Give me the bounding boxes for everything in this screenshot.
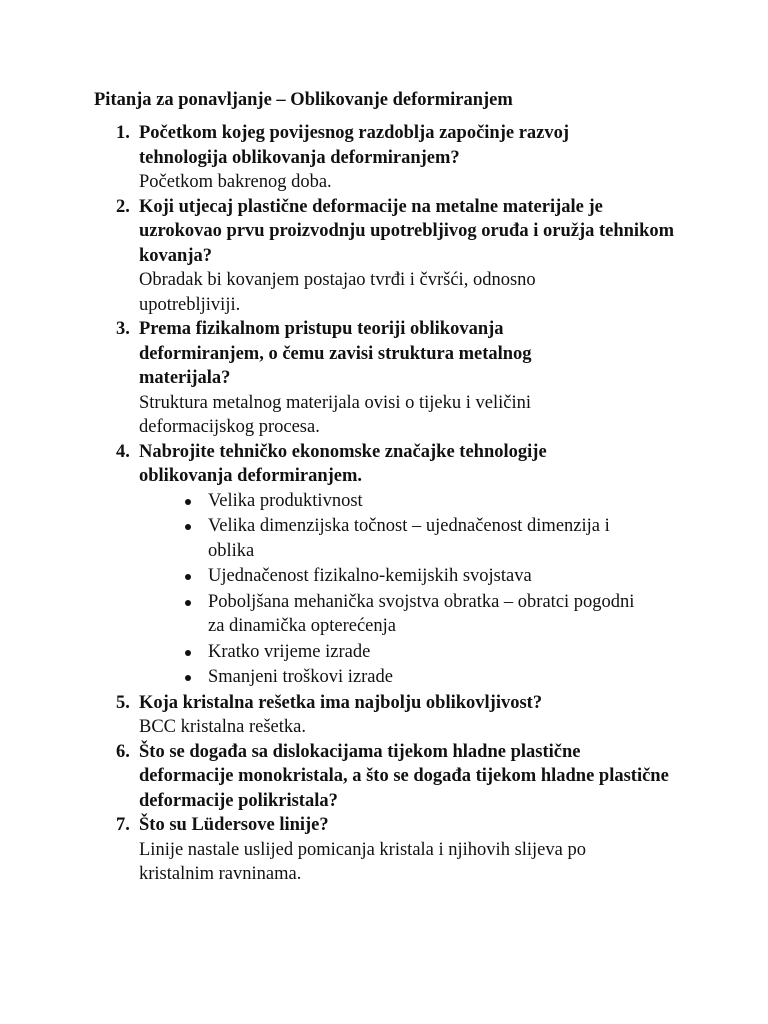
question-text: Što se događa sa dislokacijama tijekom hladne plastične deformacije monokristala, a što se događa tijekom hladne plastične deformacije polikristala? xyxy=(139,741,669,811)
answer-text: Obradak bi kovanjem postajao tvrđi i čvršći, odnosno upotrebljiviji. xyxy=(139,270,536,315)
question-item-5 xyxy=(94,691,679,740)
question-number: 2. xyxy=(116,196,130,217)
question-text: Nabrojite tehničko ekonomske značajke tehnologije oblikovanja deformiranjem. xyxy=(139,441,547,486)
question-number: 5. xyxy=(116,692,130,713)
bullet-dot-icon xyxy=(185,499,191,505)
question-number: 3. xyxy=(116,319,130,339)
feature-bullet-list xyxy=(94,489,655,690)
question-item-4 xyxy=(94,440,694,690)
question-text: Koji utjecaj plastične deformacije na metalne materijale je uzrokovao prvu proizvodnju upotrebljivog oruđa i oružja tehnikom kovanja? xyxy=(139,196,675,266)
question-text: Što su Lüdersove linije? xyxy=(139,815,329,835)
bullet-item: Velika dimenzijska točnost – ujednačenost dimenzija i oblika xyxy=(185,514,655,563)
answer-text: Početkom bakrenog doba. xyxy=(139,172,332,192)
bullet-dot-icon xyxy=(185,574,191,580)
question-number: 7. xyxy=(116,815,130,835)
bullet-item: Smanjeni troškovi izrade xyxy=(185,665,655,690)
document-title: Pitanja za ponavljanje – Oblikovanje deformiranjem xyxy=(94,90,513,110)
question-list xyxy=(94,121,694,887)
question-item-7 xyxy=(94,813,659,887)
bullet-item: Kratko vrijeme izrade xyxy=(185,640,655,665)
bullet-item: Poboljšana mehanička svojstva obratka – obratci pogodni za dinamička opterećenja xyxy=(185,590,655,639)
answer-text: Struktura metalnog materijala ovisi o tijeku i veličini deformacijskog procesa. xyxy=(139,392,532,437)
bullet-item: Velika produktivnost xyxy=(185,489,655,514)
question-number: 1. xyxy=(116,123,130,143)
question-item-2 xyxy=(94,195,679,318)
bullet-dot-icon xyxy=(185,600,191,606)
bullet-dot-icon xyxy=(185,524,191,530)
question-number: 6. xyxy=(116,741,130,762)
bullet-item: Ujednačenost fizikalno-kemijskih svojstava xyxy=(185,564,655,589)
answer-text: Linije nastale uslijed pomicanja kristala i njihovih slijeva po kristalnim ravninama. xyxy=(139,839,586,884)
question-text: Početkom kojeg povijesnog razdoblja započinje razvoj tehnologija oblikovanja deformiranjem? xyxy=(139,123,570,168)
question-item-3 xyxy=(94,317,609,440)
question-number: 4. xyxy=(116,441,130,462)
question-text: Prema fizikalnom pristupu teoriji oblikovanja deformiranjem, o čemu zavisi struktura metalnog materijala? xyxy=(139,319,532,388)
question-text: Koja kristalna rešetka ima najbolju oblikovljivost? xyxy=(139,692,543,713)
answer-text: BCC kristalna rešetka. xyxy=(139,717,306,737)
question-item-6 xyxy=(94,740,679,814)
question-item-1 xyxy=(94,121,639,195)
bullet-dot-icon xyxy=(185,650,191,656)
bullet-dot-icon xyxy=(185,675,191,681)
